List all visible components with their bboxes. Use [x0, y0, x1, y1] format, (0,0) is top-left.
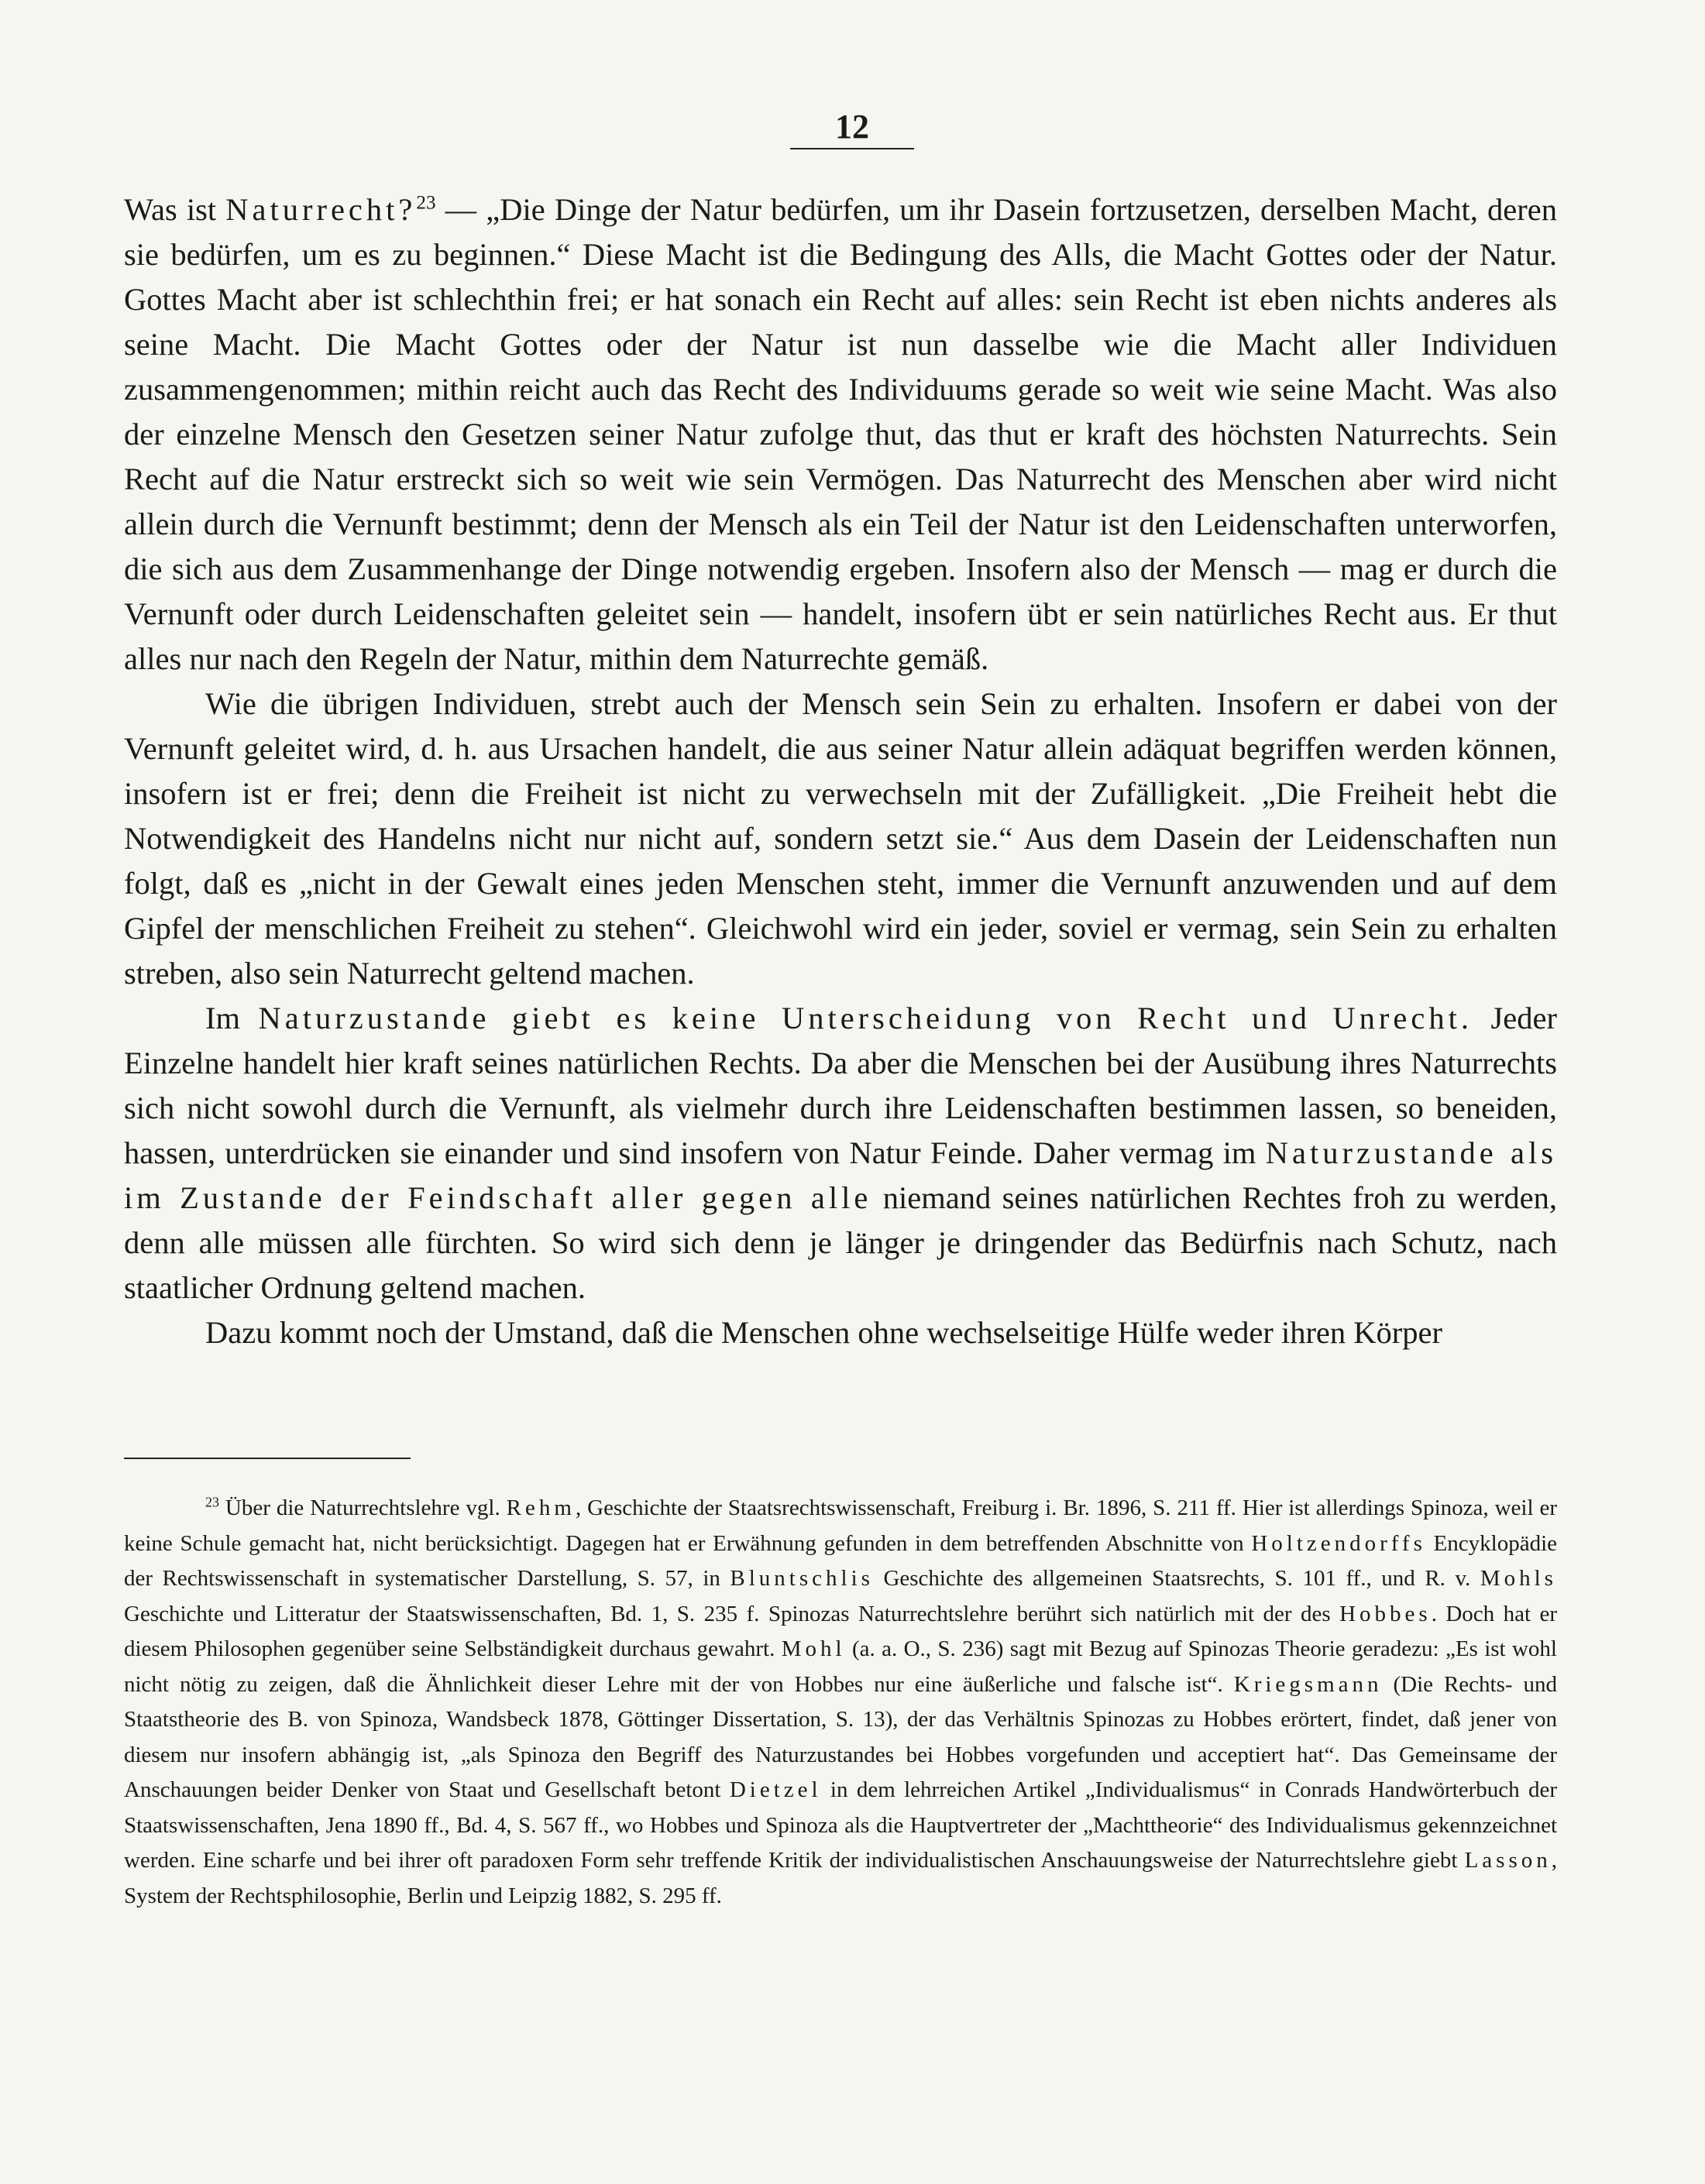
p3-emphasis-2: Naturzustande als im Zustande der Feindschaft aller gegen alle — [124, 1135, 1557, 1215]
p1-text: — „Die Dinge der Natur bedürfen, um ihr Dasein fortzusetzen, derselben Macht, deren sie bedürfen, um es zu beginnen.“ Diese Macht ist die Bedingung des Alls, die Macht Gottes oder der Natur. Gottes Macht aber ist schlechthin frei; er hat sonach ein Recht auf alles: sein Recht ist eben nichts anderes als seine Macht. Die Macht Gottes oder der Natur ist nun dasselbe wie die Macht aller Individuen zusammengenommen; mithin reicht auch das Recht des Individuums gerade so weit wie seine Macht. Was also der einzelne Mensch den Gesetzen seiner Natur zufolge thut, das thut er kraft des höchsten Naturrechts. Sein Recht auf die Natur erstreckt sich so weit wie sein Vermögen. Das Naturrecht des Menschen aber wird nicht allein durch die Vernunft bestimmt; denn der Mensch als ein Teil der Natur ist den Leidenschaften unterworfen, die sich aus dem Zusammenhange der Dinge notwendig ergeben. Insofern also der Mensch — mag er durch die Vernunft oder durch Leidenschaften geleitet sein — handelt, insofern übt er sein natürliches Recht aus. Er thut alles nur nach den Regeln der Natur, mithin dem Naturrechte gemäß. — [124, 192, 1557, 676]
fn-author-lasson: Lasson — [1464, 1848, 1552, 1873]
footnotes — [124, 1491, 1557, 1914]
fn-text-f: . Doch hat er diesem Philosophen gegenüber seine Selbständigkeit durchaus gewahrt. — [124, 1601, 1557, 1661]
fn-text-c: Encyklopädie der Rechtswissenschaft in systematischer Darstellung, S. 57, in — [124, 1530, 1557, 1591]
footnote-ref-23: 23 — [416, 192, 436, 214]
paragraph-3 — [124, 996, 1557, 1310]
fn-text-g: (a. a. O., S. 236) sagt mit Bezug auf Spinozas Theorie geradezu: „Es ist wohl nicht nötig zu zeigen, daß die Ähnlichkeit dieser Lehre mit der von Hobbes nur eine äußerliche und falsche ist“. — [124, 1636, 1557, 1697]
fn-text-e: Geschichte und Litteratur der Staatswissenschaften, Bd. 1, S. 235 f. Spinozas Naturrechtslehre berührt sich natürlich mit der des — [124, 1601, 1340, 1626]
fn-text-a: Über die Naturrechtslehre vgl. — [218, 1495, 507, 1520]
fn-author-bluntschli: Bluntschlis — [730, 1566, 874, 1591]
p3-text-1: Jeder Einzelne handelt hier kraft seines natürlichen Rechts. Da aber die Menschen bei der Ausübung ihres Naturrechts sich nicht sowohl durch die Vernunft, als vielmehr durch ihre Leidenschaften bestimmen lassen, so beneiden, hassen, unterdrücken sie einander und sind insofern von Natur Feinde. Daher vermag im — [124, 1001, 1557, 1170]
fn-text-i: in dem lehrreichen Artikel „Individualismus“ in Conrads Handwörterbuch der Staatswissenschaften, Jena 1890 ff., Bd. 4, S. 567 ff., wo Hobbes und Spinoza als die Hauptvertreter der „Machttheorie“ des Individualismus gekennzeichnet werden. Eine scharfe und bei ihrer oft paradoxen Form sehr treffende Kritik der individualistischen Anschauungsweise der Naturrechtslehre giebt — [124, 1777, 1557, 1873]
p3-intro: Im — [205, 1001, 259, 1035]
footnote-divider — [124, 1458, 411, 1459]
fn-text-b: , Geschichte der Staatsrechtswissenschaft, Freiburg i. Br. 1896, S. 211 ff. Hier ist allerdings Spinoza, weil er keine Schule gemacht hat, nicht berücksichtigt. Dagegen hat er Erwähnung gefunden in dem betreffenden Abschnitte von — [124, 1495, 1557, 1556]
footnote-23 — [124, 1491, 1557, 1914]
p1-term-naturrecht: Naturrecht? — [225, 192, 417, 227]
fn-text-d: Geschichte des allgemeinen Staatsrechts, S. 101 ff., und R. v. — [873, 1566, 1480, 1591]
paragraph-2: Wie die übrigen Individuen, strebt auch der Mensch sein Sein zu erhalten. Insofern er dabei von der Vernunft geleitet wird, d. h. aus Ursachen handelt, die aus seiner Natur allein adäquat begriffen werden können, insofern ist er frei; denn die Freiheit ist nicht zu verwechseln mit der Zufälligkeit. „Die Freiheit hebt die Notwendigkeit des Handelns nicht nur nicht auf, sondern setzt sie.“ Aus dem Dasein der Leidenschaften nun folgt, daß es „nicht in der Gewalt eines jeden Menschen steht, immer die Vernunft anzuwenden und auf dem Gipfel der menschlichen Freiheit zu stehen“. Gleichwohl wird ein jeder, soviel er vermag, sein Sein zu erhalten streben, also sein Naturrecht geltend machen. — [124, 686, 1557, 991]
fn-author-rehm: Rehm — [506, 1495, 576, 1520]
fn-author-kriegsmann: Kriegsmann — [1233, 1671, 1383, 1697]
fn-author-dietzel: Dietzel — [729, 1777, 822, 1802]
paragraph-4: Dazu kommt noch der Umstand, daß die Menschen ohne wechselseitige Hülfe weder ihren Körper — [205, 1315, 1442, 1350]
main-text — [124, 187, 1557, 1355]
fn-author-mohl-2: Mohl — [781, 1636, 846, 1661]
p3-emphasis-1: Naturzustande giebt es keine Unterscheidung von Recht und Unrecht. — [258, 1001, 1473, 1035]
fn-author-holtzendorff: Holtzendorffs — [1251, 1530, 1426, 1556]
fn-author-mohl: Mohls — [1480, 1566, 1557, 1591]
p3-text-2: niemand seines natürlichen Rechtes froh zu werden, denn alle müssen alle fürchten. So wird sich denn je länger je dringender das Bedürfnis nach Schutz, nach staatlicher Ordnung geltend machen. — [124, 1180, 1557, 1305]
page-number: 12 — [790, 107, 914, 149]
footnote-number: 23 — [205, 1494, 219, 1510]
fn-text-h: (Die Rechts- und Staatstheorie des B. von Spinoza, Wandsbeck 1878, Göttinger Dissertation, S. 13), der das Verhältnis Spinozas zu Hobbes erörtert, findet, daß jener von diesem nur insofern abhängig ist, „als Spinoza den Begriff des Naturzustandes bei Hobbes vorgefunden und acceptiert hat“. Das Gemeinsame der Anschauungen beider Denker von Staat und Gesellschaft betont — [124, 1671, 1557, 1802]
p1-intro: Was ist — [124, 192, 226, 227]
fn-text-j: , System der Rechtsphilosophie, Berlin und Leipzig 1882, S. 295 ff. — [124, 1848, 1557, 1908]
fn-author-hobbes: Hobbes — [1339, 1601, 1432, 1626]
paragraph-1 — [124, 187, 1557, 682]
